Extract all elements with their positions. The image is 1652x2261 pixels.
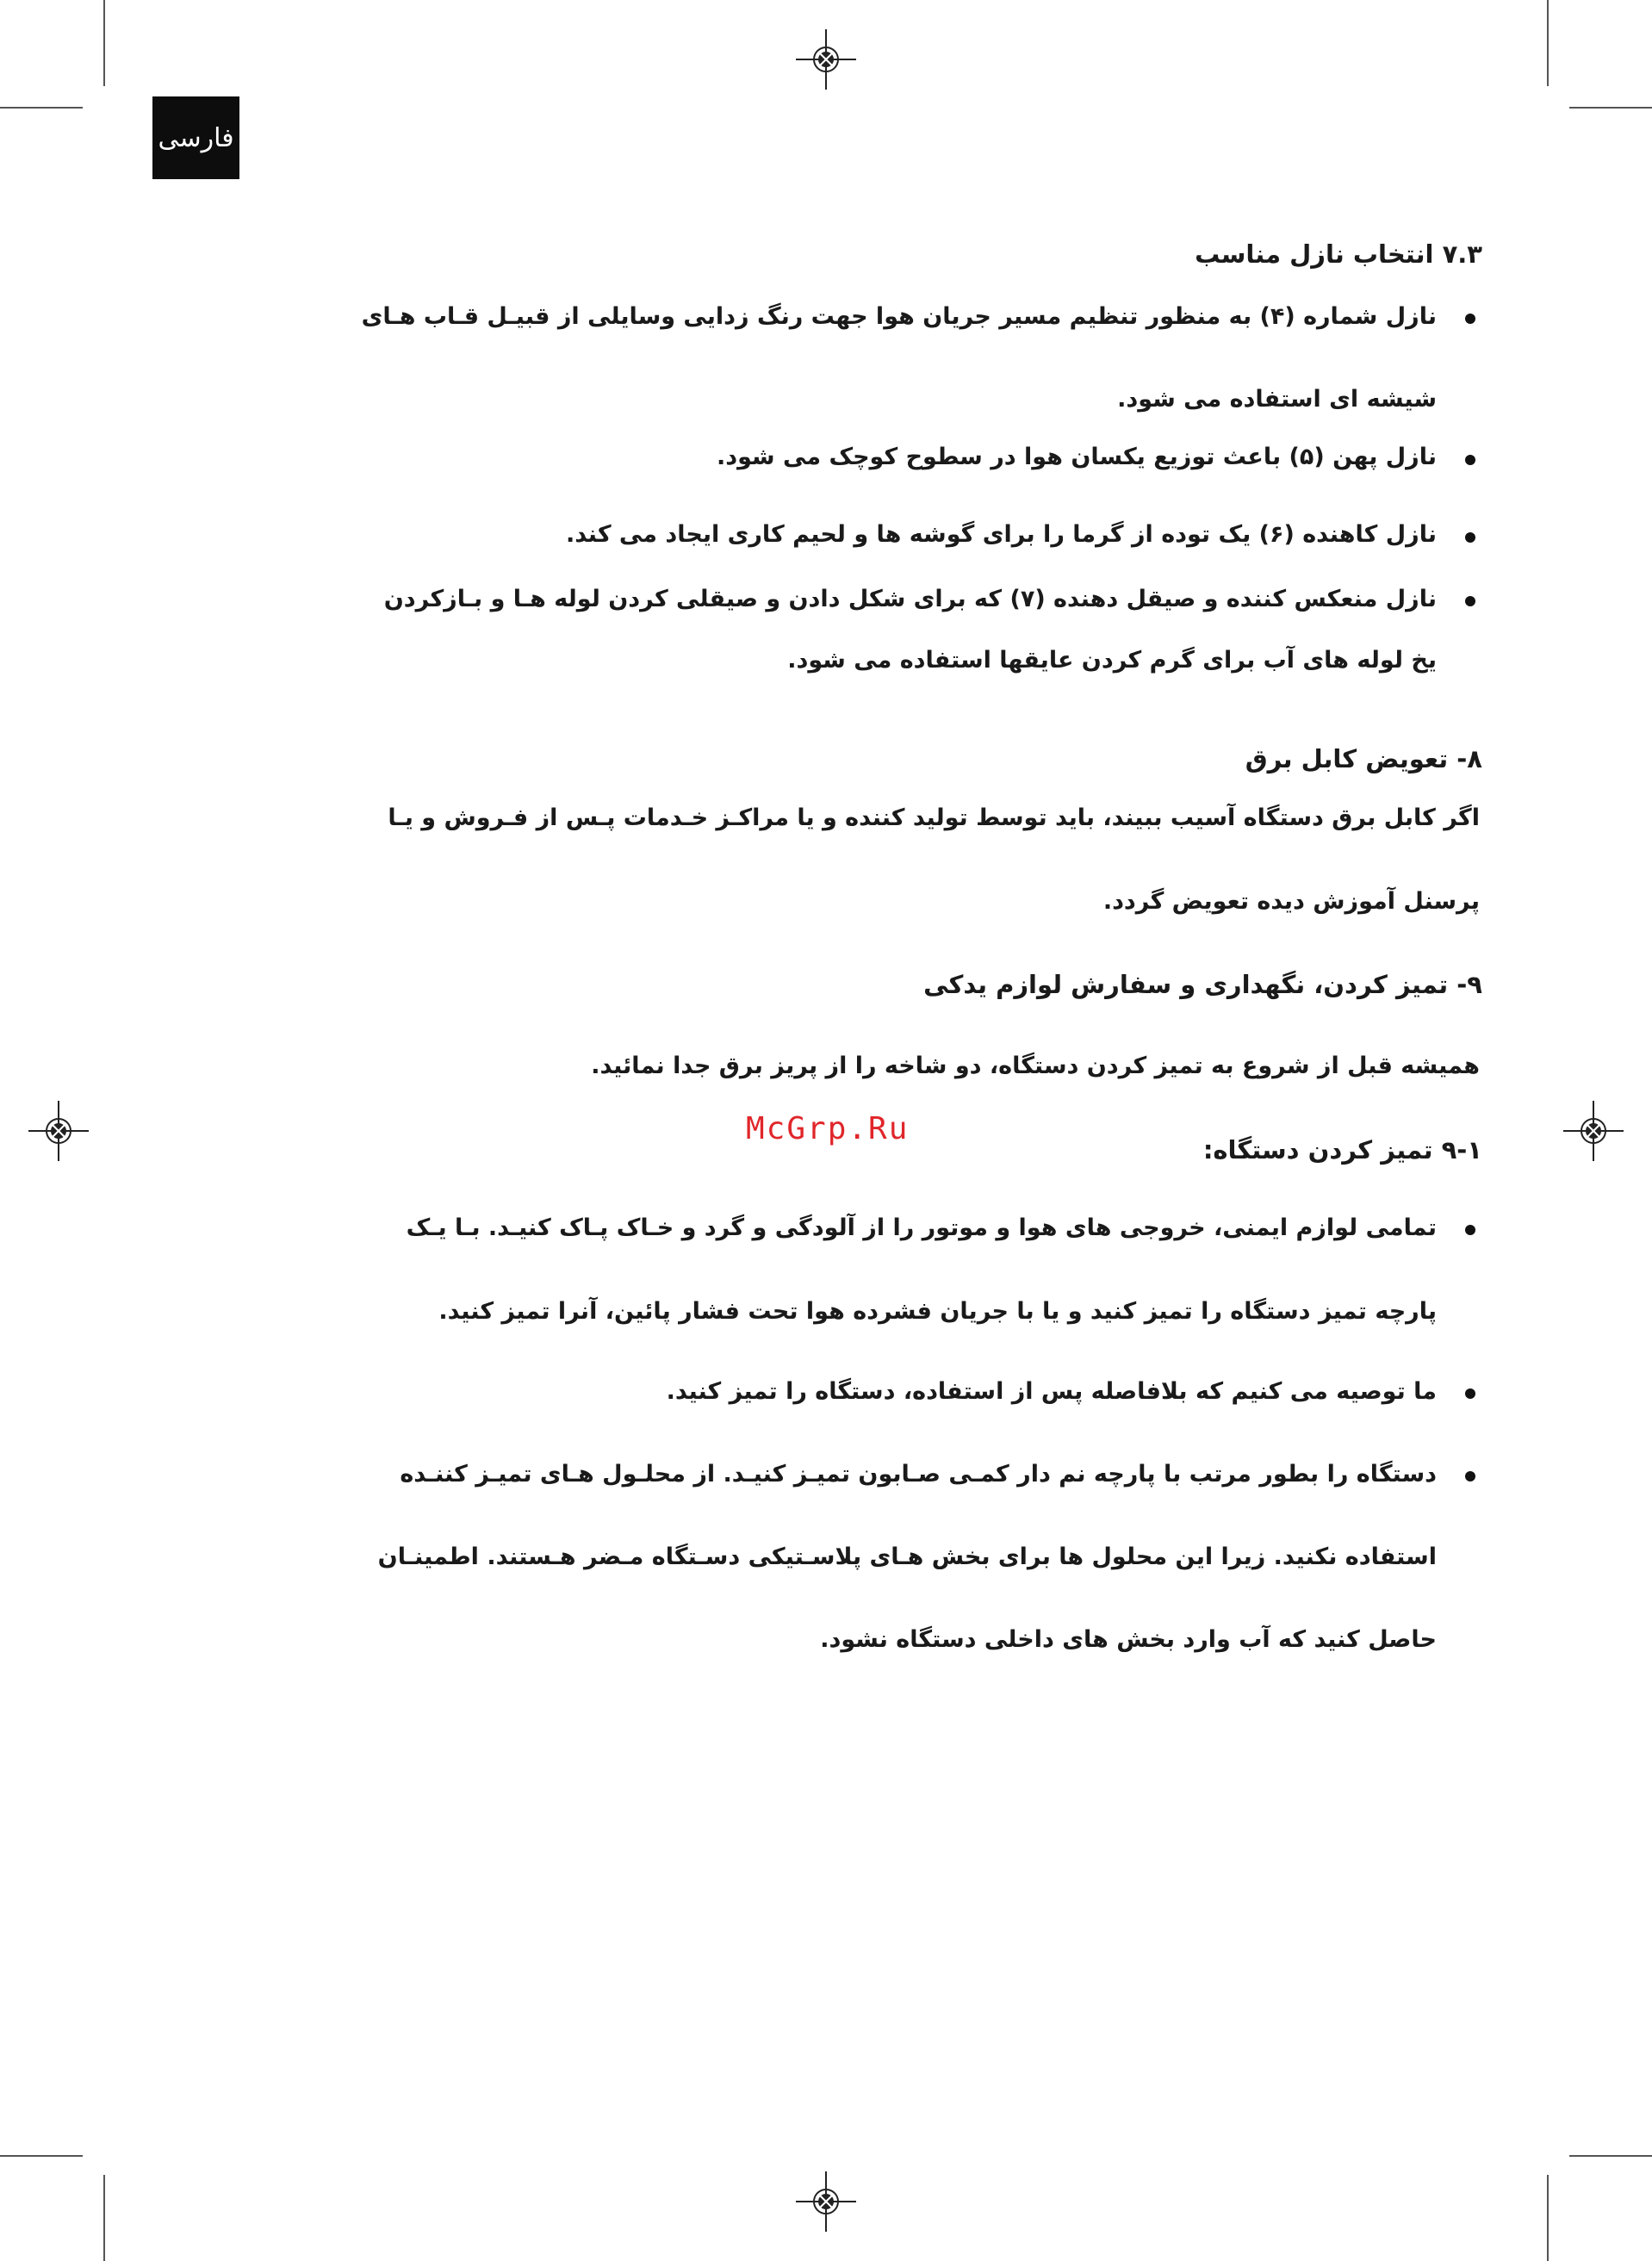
bullet-icon xyxy=(1465,1225,1475,1235)
bullet-icon xyxy=(1465,455,1475,465)
bullet-icon xyxy=(1465,532,1475,543)
section-heading: ۷.۳ انتخاب نازل مناسب xyxy=(1195,239,1482,269)
paragraph-line: دستگاه را بطور مرتب با پارچه نم دار کمـی صـابون تمیـز کنیـد. از محلـول هـای تمیـز کننـده xyxy=(400,1461,1437,1488)
crop-mark xyxy=(1569,107,1652,109)
sub-heading: ۹-۱ تمیز کردن دستگاه: xyxy=(1202,1135,1482,1165)
paragraph-line: حاصل کنید که آب وارد بخش های داخلی دستگاه نشود. xyxy=(820,1626,1437,1653)
registration-mark-icon xyxy=(796,2171,856,2232)
paragraph-line: نازل کاهنده (۶) یک توده از گرما را برای گوشه ها و لحیم کاری ایجاد می کند. xyxy=(565,521,1437,548)
paragraph-line: تمامی لوازم ایمنی، خروجی های هوا و موتور را از آلودگی و گرد و خـاک پـاک کنیـد. بـا یـک xyxy=(406,1214,1437,1241)
crop-mark xyxy=(103,2175,105,2261)
paragraph-line: ما توصیه می کنیم که بلافاصله پس از استفاده، دستگاه را تمیز کنید. xyxy=(666,1378,1437,1405)
paragraph-line: یخ لوله های آب برای گرم کردن عایقها استفاده می شود. xyxy=(787,647,1437,674)
language-tab-label: فارسی xyxy=(158,122,234,153)
crop-mark xyxy=(103,0,105,86)
bullet-icon xyxy=(1465,596,1475,606)
paragraph-line: شیشه ای استفاده می شود. xyxy=(1117,386,1437,413)
registration-mark-icon xyxy=(28,1101,89,1161)
crop-mark xyxy=(1547,0,1549,86)
bullet-icon xyxy=(1465,1388,1475,1399)
paragraph-line: همیشه قبل از شروع به تمیز کردن دستگاه، دو شاخه را از پریز برق جدا نمائید. xyxy=(591,1053,1480,1079)
crop-mark xyxy=(1547,2175,1549,2261)
registration-mark-icon xyxy=(1563,1101,1624,1161)
paragraph-line: پرسنل آموزش دیده تعویض گردد. xyxy=(1102,888,1480,915)
crop-mark xyxy=(1569,2155,1652,2157)
bullet-icon xyxy=(1465,1471,1475,1481)
paragraph-line: پارچه تمیز دستگاه را تمیز کنید و یا با جریان فشرده هوا تحت فشار پائین، آنرا تمیز کنید. xyxy=(438,1298,1437,1325)
paragraph-line: نازل شماره (۴) به منظور تنظیم مسیر جریان هوا جهت رنگ زدایی وسایلی از قبیـل قـاب هـای xyxy=(361,303,1437,330)
paragraph-line: نازل منعکس کننده و صیقل دهنده (۷) که برای شکل دادن و صیقلی کردن لوله هـا و بـازکردن xyxy=(383,586,1437,612)
crop-mark xyxy=(0,107,83,109)
paragraph-line: نازل پهن (۵) باعث توزیع یکسان هوا در سطوح کوچک می شود. xyxy=(717,444,1437,470)
language-tab xyxy=(152,96,239,179)
crop-mark xyxy=(0,2155,83,2157)
registration-mark-icon xyxy=(796,29,856,90)
section-heading: ۸- تعویض کابل برق xyxy=(1245,744,1482,773)
section-heading: ۹- تمیز کردن، نگهداری و سفارش لوازم یدکی xyxy=(923,970,1482,999)
paragraph-line: استفاده نکنید. زیرا این محلول ها برای بخش هـای پلاسـتیکی دسـتگاه مـضر هـستند. اطمینـان xyxy=(377,1544,1437,1570)
bullet-icon xyxy=(1465,314,1475,324)
paragraph-line: اگر کابل برق دستگاه آسیب ببیند، باید توسط تولید کننده و یا مراکـز خـدمات پـس از فـروش و یـا xyxy=(388,804,1480,831)
watermark: McGrp.Ru xyxy=(746,1111,910,1146)
